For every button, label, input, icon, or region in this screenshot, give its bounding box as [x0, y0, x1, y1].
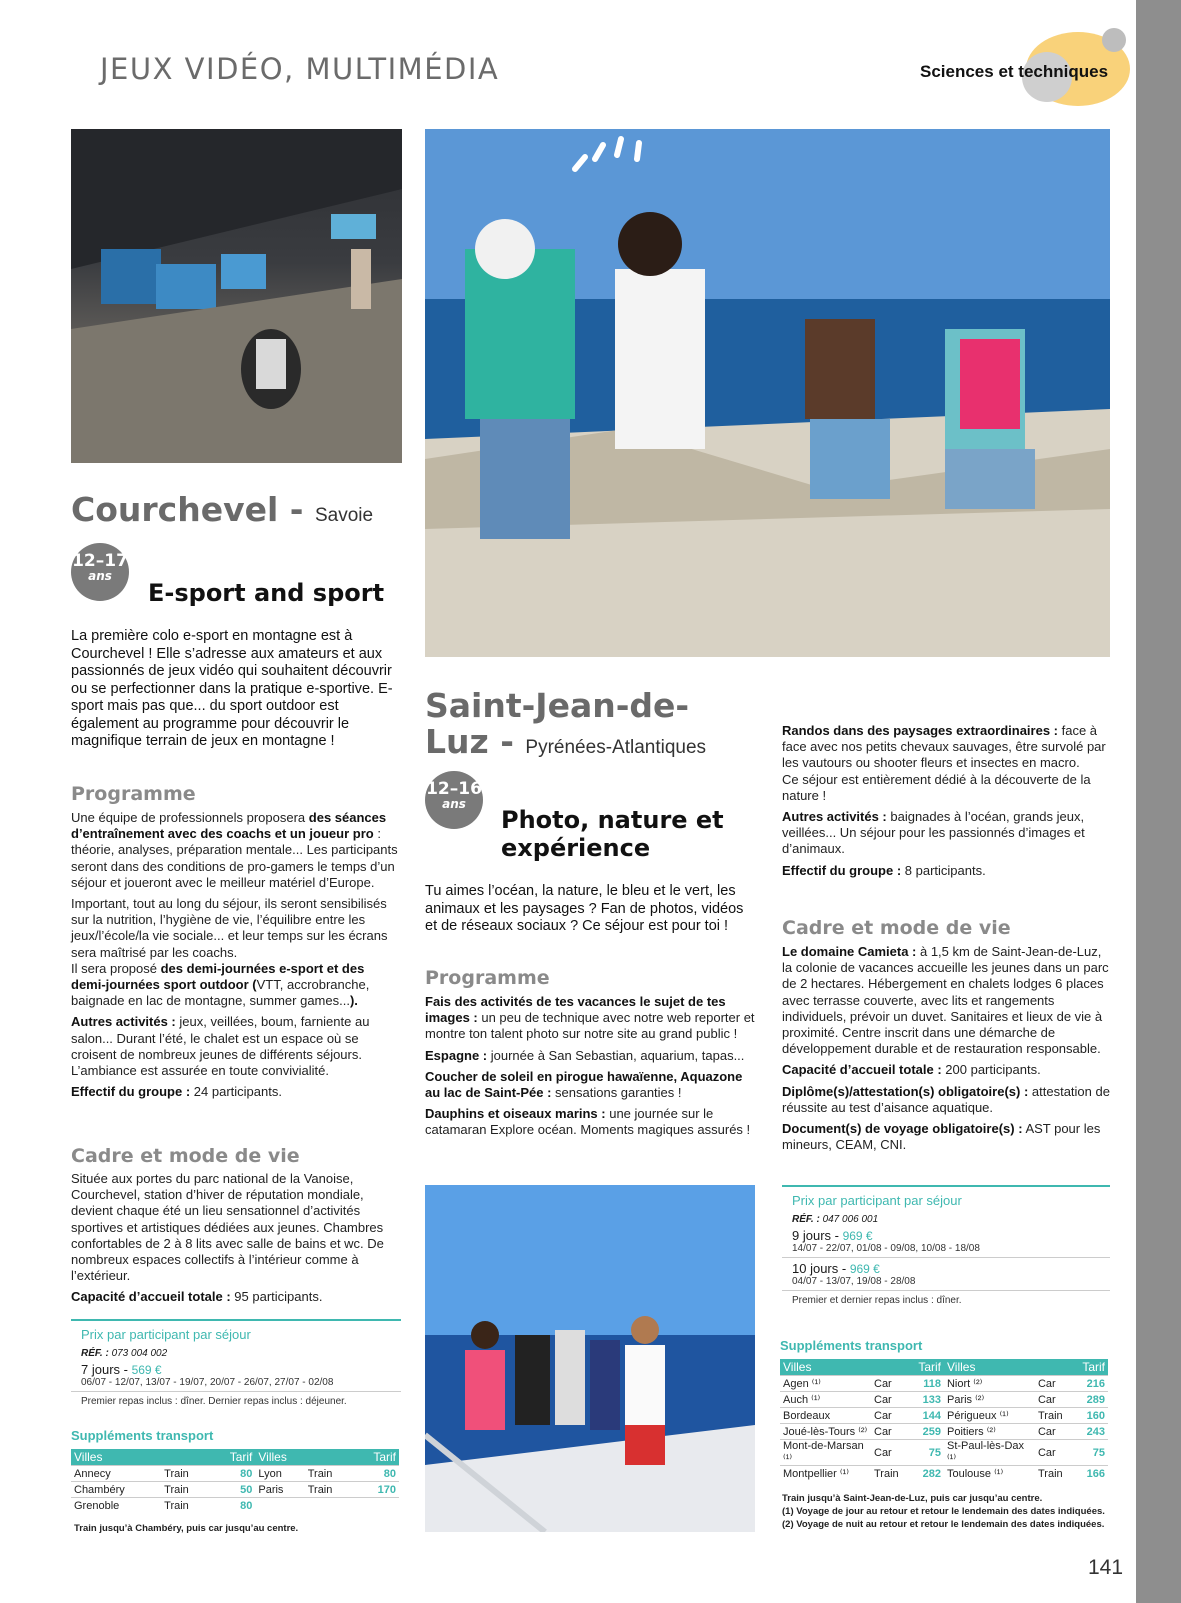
age-unit: ans — [442, 797, 466, 811]
left-cadre-p2: Capacité d’accueil totale : 95 participants. — [71, 1289, 323, 1305]
table-row: Chambéry Train 50 Paris Train 170 — [71, 1482, 399, 1498]
left-cadre — [71, 1171, 401, 1311]
left-intro: La première colo e-sport en montagne est à Courchevel ! Elle s’adresse aux amateurs et aux passionnés de jeux vidéo qui souhaitent découvrir ou se perfectionner dans la pratique e-sportive. E-sport mais pas que... du sport outdoor est également au programme pour découvrir le magnifique terrain de jeux en montagne ! — [71, 628, 393, 749]
left-prog-p4: Autres activités : jeux, veillées, boum, farniente au salon... Durant l’été, le chalet est un espace où se croisent de nombreux jeunes de différents séjours. L’ambiance est assurée en toute convivialité. — [71, 1014, 370, 1079]
age-range: 12–17 — [72, 551, 128, 571]
left-prog-p1: Une équipe de professionnels proposera des séances d’entraînement avec des coachs et un joueur pro : théorie, analyses, préparation mentale... Les participants seront dans des conditions de pro-gamers le temps d’un séjour et joueront avec le meilleur matériel d’Europe. — [71, 810, 398, 890]
right-cadre-p1: Le domaine Camieta : à 1,5 km de Saint-Jean-de-Luz, la colonie de vacances accueille les jeunes dans un parc de 2 hectares. Hébergement en chalets lodges 6 places avec terrasse couverte, avec lits et rangements individuels, prévoir un duvet. Sanitaires et lieux de vie à proximité. Centre inscrit dans une démarche de développement durable et de restauration responsable. — [782, 944, 1109, 1057]
right-prog-p1: Fais des activités de tes vacances le sujet de tes images : un peu de technique avec notre web reporter et montre ton talent photo sur notre site au grand public ! — [425, 994, 755, 1042]
left-prog-p5: Effectif du groupe : 24 participants. — [71, 1084, 282, 1100]
left-prog-p2: Important, tout au long du séjour, ils seront sensibilisés sur la nutrition, l’hygiène de vie, l’équilibre entre les jeux/l’école/la vie sociale... et leur temps sur les écrans sera maîtrisé par les coachs. — [71, 896, 388, 960]
left-cadre-p1: Située aux portes du parc national de la Vanoise, Courchevel, station d’hiver de réputation mondiale, devient chaque été un lieu sensationnel d’activités sportives et artistiques dédiées aux jeunes. Chambres confortables de 2 à 8 lits avec salle de bains et wc. De nombreux espaces collectifs à l’intérieur comme à l’extérieur. — [71, 1171, 384, 1284]
decor-circle-small — [1102, 28, 1126, 52]
table-row: Auch ⁽¹⁾ Car 133 Paris ⁽²⁾ Car 289 — [780, 1392, 1108, 1408]
right-supplements-table: Villes Tarif Villes Tarif Agen ⁽¹⁾ Car 118 Niort ⁽²⁾ Car 216 Auch ⁽¹⁾ Car 133 Paris ⁽²⁾ Car 289 Bordeaux Car 144 Périgueux ⁽¹⁾ Train 160 Joué-lès-Tours ⁽²⁾ Car 259 Poitiers ⁽²⁾ Car 243 Mont-de-Marsan ⁽¹⁾ Car 75 St-Paul-lès-Dax ⁽¹⁾ Car 75 Montpellier ⁽¹⁾ Train 282 Toulouse ⁽¹⁾ Train 166 — [780, 1359, 1108, 1481]
right-cadre — [782, 944, 1112, 1158]
price-heading: Prix par participant par séjour — [81, 1327, 251, 1342]
price-row: 7 jours - 569 € 06/07 - 12/07, 13/07 - 19/07, 20/07 - 26/07, 27/07 - 02/08 — [71, 1359, 401, 1392]
table-row: Bordeaux Car 144 Périgueux ⁽¹⁾ Train 160 — [780, 1408, 1108, 1424]
price-heading: Prix par participant par séjour — [792, 1193, 962, 1208]
left-stay-title: E-sport and sport — [148, 579, 385, 607]
right-supplements-heading: Suppléments transport — [780, 1338, 923, 1353]
table-row: Grenoble Train 80 — [74, 1499, 253, 1512]
left-programme-heading: Programme — [71, 783, 196, 805]
table-row: Mont-de-Marsan ⁽¹⁾ Car 75 St-Paul-lès-Dax ⁽¹⁾ Car 75 — [780, 1440, 1108, 1466]
right-city-line2: Luz - — [425, 722, 514, 761]
table-row: Joué-lès-Tours ⁽²⁾ Car 259 Poitiers ⁽²⁾ Car 243 — [780, 1424, 1108, 1440]
right-programme — [425, 994, 755, 1144]
table-row: Agen ⁽¹⁾ Car 118 Niort ⁽²⁾ Car 216 — [780, 1376, 1108, 1392]
esport-room-photo — [71, 129, 402, 463]
right-prog-p6: Ce séjour est entièrement dédié à la découverte de la nature ! — [782, 771, 1091, 803]
boat-group-photo — [425, 1185, 755, 1532]
right-cadre-heading: Cadre et mode de vie — [782, 917, 1011, 939]
left-city — [71, 492, 373, 534]
right-prog-p5: Randos dans des paysages extraordinaires : face à face avec nos petits chevaux sauvages, être survolé par les vautours ou shooter fleurs et insectes en macro. — [782, 723, 1106, 771]
right-intro: Tu aimes l’océan, la nature, le bleu et le vert, les animaux et les paysages ? Fan de photos, vidéos et de réseaux sociaux ? Ce séjour est pour toi ! — [425, 883, 744, 934]
price-note: Premier et dernier repas inclus : dîner. — [792, 1295, 962, 1306]
price-row: 10 jours - 969 € 04/07 - 13/07, 19/08 - 28/08 — [782, 1258, 1110, 1291]
table-row: Montpellier ⁽¹⁾ Train 282 Toulouse ⁽¹⁾ Train 166 — [783, 1467, 1105, 1480]
left-age-badge — [71, 543, 129, 601]
right-cadre-p3: Diplôme(s)/attestation(s) obligatoire(s) : attestation de réussite au test d’aisance aquatique. — [782, 1083, 1110, 1115]
right-age-badge — [425, 771, 483, 829]
right-cadre-p4: Document(s) de voyage obligatoire(s) : AST pour les mineurs, CEAM, CNI. — [782, 1121, 1101, 1153]
table-row: Annecy Train 80 Lyon Train 80 — [71, 1466, 399, 1482]
right-city — [425, 688, 706, 766]
page-number: 141 — [1088, 1556, 1124, 1579]
left-supplements-heading: Suppléments transport — [71, 1428, 214, 1443]
left-cadre-heading: Cadre et mode de vie — [71, 1145, 300, 1167]
right-programme-cont — [782, 723, 1112, 884]
right-prog-p2: Espagne : journée à San Sebastian, aquarium, tapas... — [425, 1047, 745, 1063]
coast-photographers-photo — [425, 129, 1110, 657]
left-region: Savoie — [314, 505, 374, 526]
left-footnote: Train jusqu’à Chambéry, puis car jusqu’au centre. — [74, 1523, 299, 1534]
right-prog-p4: Dauphins et oiseaux marins : une journée sur le catamaran Explore océan. Moments magiques assurés ! — [425, 1106, 751, 1138]
right-prog-p7: Autres activités : baignades à l’océan, grands jeux, veillées... Un séjour pour les passionnés d’images et d’animaux. — [782, 809, 1085, 857]
left-supplements-table: Villes Tarif Villes Tarif Annecy Train 80 Lyon Train 80 Chambéry Train 50 Paris Train 170 Grenoble Train 80 — [71, 1449, 399, 1513]
right-prog-p3: Coucher de soleil en pirogue hawaïenne, Aquazone au lac de Saint-Pée : sensations garanties ! — [425, 1068, 743, 1101]
age-unit: ans — [88, 569, 112, 583]
right-region: Pyrénées-Atlantiques — [525, 737, 707, 758]
left-programme — [71, 810, 401, 1105]
left-city-name: Courchevel - — [71, 490, 304, 529]
section-title: JEUX VIDÉO, MULTIMÉDIA — [100, 52, 500, 86]
right-footnotes: Train jusqu’à Saint-Jean-de-Luz, puis car jusqu’au centre. (1) Voyage de jour au retour et retour le lendemain des dates indiquées. (2) Voyage de nuit au retour et retour le lendemain des dates indiquées. — [782, 1493, 1105, 1530]
right-price-box — [782, 1185, 1110, 1306]
price-ref: RÉF. : 047 006 001 — [792, 1214, 879, 1225]
right-cadre-p2: Capacité d’accueil totale : 200 participants. — [782, 1062, 1041, 1078]
price-row: 9 jours - 969 € 14/07 - 22/07, 01/08 - 09/08, 10/08 - 18/08 — [782, 1225, 1110, 1258]
age-range: 12–16 — [426, 779, 482, 799]
price-ref: RÉF. : 073 004 002 — [81, 1348, 168, 1359]
category-label: Sciences et techniques — [920, 62, 1109, 81]
right-programme-heading: Programme — [425, 967, 550, 989]
right-city-line1: Saint-Jean-de- — [425, 686, 690, 725]
right-prog-p8: Effectif du groupe : 8 participants. — [782, 862, 986, 878]
left-price-box — [71, 1319, 401, 1407]
right-stay-title: Photo, nature et expérience — [501, 806, 724, 862]
left-prog-p3: Il sera proposé des demi-journées e-sport et des demi-journées sport outdoor (VTT, accrobranche, baignade en lac de montagne, summer games...). — [71, 960, 370, 1009]
page-edge-bar — [1136, 0, 1181, 1603]
price-note: Premier repas inclus : dîner. Dernier repas inclus : déjeuner. — [81, 1396, 347, 1407]
